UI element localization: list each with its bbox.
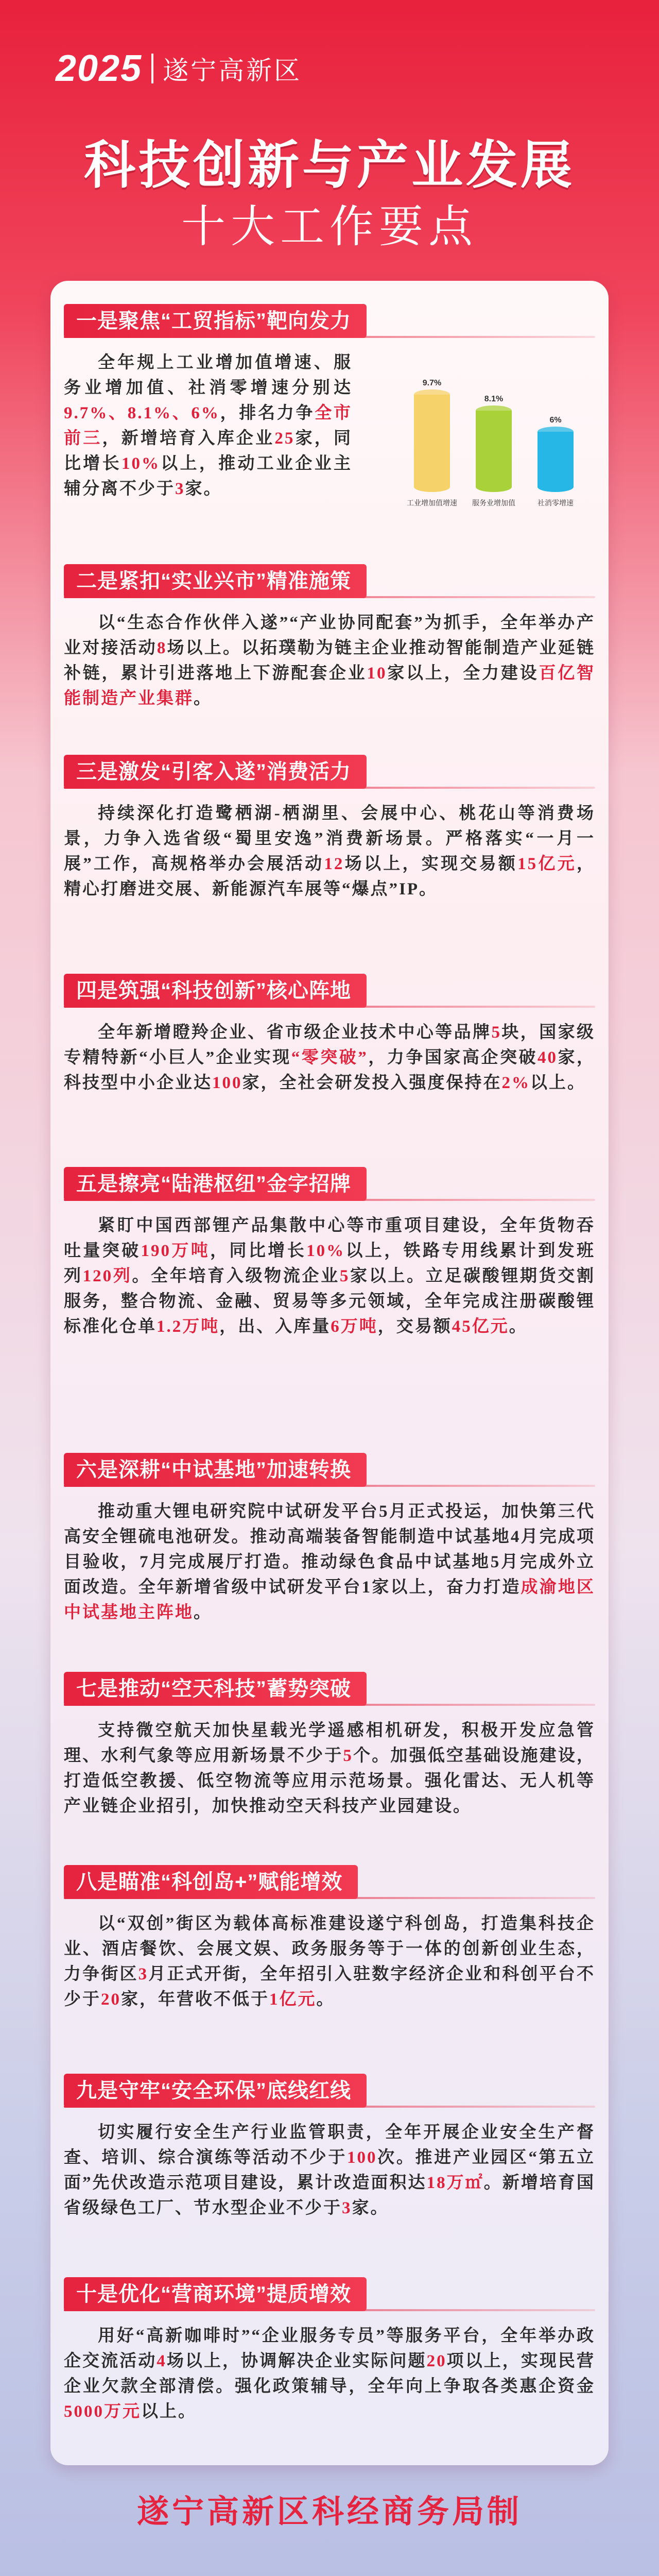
body-text: ，力争国家高企突破	[368, 1048, 537, 1067]
chart-bar	[537, 432, 574, 487]
body-text: ，精心打磨进交展、新能源汽车展等“爆点”IP。	[64, 855, 596, 899]
body-text: 。	[194, 689, 212, 708]
highlight-text: 190万吨	[141, 1242, 211, 1260]
chart-bar-cap	[476, 405, 512, 416]
highlight-text: 100	[347, 2148, 377, 2167]
chart-bar-group	[537, 416, 574, 507]
highlight-text: 100	[212, 1074, 242, 1092]
body-text: 家以上。立足碳酸锂期货交割服务，整合物流、金融、贸易等多元领域，全年完成注册碳酸锂标准化仓单	[64, 1267, 596, 1336]
body-text: 场以上，实现交易额	[344, 855, 518, 873]
section-body	[64, 2120, 595, 2221]
section-10	[64, 2277, 595, 2425]
section-heading: 五是擦亮“陆港枢纽”金字招牌	[64, 1167, 367, 1201]
body-text: 以“生态合作伙伴入遂”“产业协同配套”为抓手，全年举办产业对接活动	[64, 614, 595, 657]
highlight-text: 4	[157, 2352, 167, 2370]
body-text: 块，国家级专精特新“小巨人”企业实现	[64, 1023, 596, 1067]
body-text: 家，年营收不低于	[121, 1990, 269, 2009]
highlight-text: 3	[175, 480, 185, 498]
chart-value-label: 8.1%	[484, 395, 504, 404]
section-9	[64, 2074, 595, 2221]
brand-org-name: 遂宁高新区	[163, 56, 302, 85]
chart-bar-cap	[414, 389, 450, 400]
chart-bar	[414, 395, 450, 487]
body-text: 以上。	[141, 2402, 197, 2421]
section-1	[64, 304, 595, 507]
section-body	[64, 1020, 595, 1096]
chart-bar-cap	[537, 427, 574, 437]
highlight-text: 20	[426, 2352, 447, 2370]
body-text: 次。推进产业园区“第五立面”先伏改造示范项目建设，累计改造面积达	[64, 2148, 596, 2192]
section-5	[64, 1167, 595, 1340]
section-body	[64, 1499, 595, 1625]
body-text: 以上。	[530, 1074, 586, 1092]
body-text: 。	[194, 1603, 212, 1622]
highlight-text: 10	[367, 664, 387, 683]
section-body	[64, 1213, 595, 1340]
highlight-text: 3	[342, 2199, 352, 2217]
highlight-text: 5	[491, 1023, 501, 1042]
growth-bar-chart	[398, 350, 594, 515]
chart-value-label: 6%	[549, 416, 562, 425]
body-text: 支持微空航天加快星载光学遥感相机研发，积极开发应急管理、水利气象等应用新场景不少于	[64, 1721, 595, 1765]
chart-value-label: 9.7%	[422, 378, 442, 387]
highlight-text: 6万吨	[331, 1317, 378, 1336]
body-text: 以“双创”街区为载体高标准建设遂宁科创岛，打造集科技企业、酒店餐饮、会展文娱、政务服务等于一体的创新创业生态，力争街区	[64, 1914, 595, 1984]
section-heading: 八是瞄准“科创岛+”赋能增效	[64, 1865, 358, 1899]
highlight-text: 20	[101, 1990, 121, 2009]
highlight-text: 百亿智能制造产业集群	[64, 664, 596, 708]
body-text: 全年新增瞪羚企业、省市级企业技术中心等品牌	[98, 1023, 492, 1042]
highlight-text: 1亿元	[269, 1990, 317, 2009]
body-text: 。全年培育入级物流企业	[132, 1267, 340, 1285]
highlight-text: 1.2万吨	[157, 1317, 220, 1336]
body-text: 以上，铁路专用线累计到发班列	[64, 1242, 596, 1285]
body-text: ，排名力争	[219, 404, 315, 422]
body-text: 全年规上工业增加值增速、服务业增加值、社消零增速分别达	[64, 353, 352, 397]
chart-svg	[398, 350, 594, 515]
section-6	[64, 1453, 595, 1625]
body-text: 家。	[185, 480, 222, 498]
body-text: 场以上。以拓璞勒为链主企业推动智能制造产业延链补链，累计引进落地上下游配套企业	[64, 639, 596, 683]
section-heading: 三是激发“引客入遂”消费活力	[64, 755, 367, 789]
body-text: 切实履行安全生产行业监管职责，全年开展企业安全生产督查、培训、综合演练等活动不少于	[64, 2123, 595, 2167]
highlight-text: 5000万元	[64, 2402, 141, 2421]
body-text: 家，同比增长	[64, 429, 353, 473]
section-heading: 二是紧扣“实业兴市”精准施策	[64, 564, 367, 598]
section-7	[64, 1672, 595, 1819]
body-text: 。	[509, 1317, 528, 1336]
body-text: 。	[316, 1990, 335, 2009]
highlight-text: 9.7%、8.1%、6%	[64, 404, 220, 422]
section-heading: 七是推动“空天科技”蓄势突破	[64, 1672, 367, 1706]
body-text: ，出、入库量	[219, 1317, 331, 1336]
body-text: 用好“高新咖啡时”“企业服务专员”等服务平台，全年举办政企交流活动	[64, 2327, 595, 2370]
highlight-text: 45亿元	[452, 1317, 509, 1336]
highlight-text: 10%	[121, 454, 160, 473]
highlight-text: “零突破”	[291, 1048, 368, 1067]
body-text: 家以上，全力建设	[387, 664, 539, 683]
chart-bar-group	[407, 379, 457, 507]
body-text: 推动重大锂电研究院中试研发平台5月正式投运，加快第三代高安全锂硫电池研发。推动高端装备智能制造中试基地4月完成项目验收，7月完成展厅打造。推动绿色食品中试基地5月完成外立面改造。全年新增省级中试研发平台1家以上，奋力打造	[64, 1502, 595, 1597]
section-3	[64, 755, 595, 902]
section-heading: 六是深耕“中试基地”加速转换	[64, 1453, 367, 1487]
highlight-text: 120列	[82, 1267, 132, 1285]
body-text: 家。	[352, 2199, 389, 2217]
section-body	[64, 350, 352, 502]
body-text: 项以上，实现民营企业欠款全部清偿。强化政策辅导，全年向上争取各类惠企资金	[64, 2352, 596, 2396]
highlight-text: 12	[324, 855, 344, 873]
header	[0, 0, 659, 289]
brand-year: 2025	[56, 48, 143, 89]
highlight-text: 8	[157, 639, 167, 657]
body-text: 月正式开街，全年招引入驻数字经济企业和科创平台不少于	[64, 1965, 596, 2009]
brand-divider	[151, 54, 153, 83]
section-body	[64, 2324, 595, 2425]
section-heading: 十是优化“营商环境”提质增效	[64, 2277, 367, 2311]
page-subtitle: 十大工作要点	[181, 202, 478, 251]
highlight-text: 全市前三	[64, 404, 353, 448]
section-body	[64, 1718, 595, 1819]
brand	[56, 47, 302, 90]
highlight-text: 5	[343, 1747, 353, 1765]
body-text: 个。加强低空基础设施建设，打造低空教援、低空物流等应用示范场景。强化雷达、无人机等产业链企业招引，加快推动空天科技产业园建设。	[64, 1747, 596, 1816]
page-title: 科技创新与产业发展	[84, 137, 575, 194]
section-heading: 九是守牢“安全环保”底线红线	[64, 2074, 367, 2108]
chart-category-label: 服务业增加值	[472, 499, 515, 507]
highlight-text: 10%	[306, 1242, 345, 1260]
chart-category-label: 社消零增速	[537, 499, 574, 507]
highlight-text: 25	[274, 429, 295, 448]
body-text: 以上，推动工业企业主辅分离不少于	[64, 454, 353, 498]
body-text: ，同比增长	[210, 1242, 307, 1260]
highlight-text: 15亿元	[517, 855, 577, 873]
chart-category-label: 工业增加值增速	[407, 499, 457, 507]
body-text: 持续深化打造鹭栖湖-栖湖里、会展中心、桃花山等消费场景，力争入选省级“蜀里安逸”消费新场景。严格落实“一月一展”工作，高规格举办会展活动	[64, 804, 595, 873]
highlight-text: 18万㎡	[426, 2174, 484, 2192]
body-text: 家，全社会研发投入强度保持在	[242, 1074, 502, 1092]
section-4	[64, 974, 595, 1096]
section-heading: 四是筑强“科技创新”核心阵地	[64, 974, 367, 1008]
body-text: 紧盯中国西部锂产品集散中心等市重项目建设，全年货物吞吐量突破	[64, 1216, 595, 1260]
highlight-text: 40	[537, 1048, 558, 1067]
body-text: ，交易额	[377, 1317, 452, 1336]
section-body	[64, 1911, 595, 2012]
highlight-text: 成渝地区中试基地主阵地	[64, 1578, 596, 1622]
section-2	[64, 564, 595, 711]
highlight-text: 3	[138, 1965, 149, 1984]
footer-credit: 遂宁高新区科经商务局制	[136, 2494, 522, 2530]
body-text: ，新增培育入库企业	[102, 429, 275, 448]
chart-bar-group	[472, 395, 515, 507]
body-text: 家，科技型中小企业达	[64, 1048, 596, 1092]
body-text: 。新增培育国省级绿色工厂、节水型企业不少于	[64, 2174, 596, 2217]
highlight-text: 5	[339, 1267, 350, 1285]
body-text: 场以上，协调解决企业实际问题	[166, 2352, 427, 2370]
section-heading: 一是聚焦“工贸指标”靶向发力	[64, 304, 367, 338]
section-body	[64, 801, 595, 902]
section-8	[64, 1865, 595, 2012]
chart-bar	[476, 411, 512, 487]
section-body	[64, 611, 595, 711]
highlight-text: 2%	[501, 1074, 530, 1092]
